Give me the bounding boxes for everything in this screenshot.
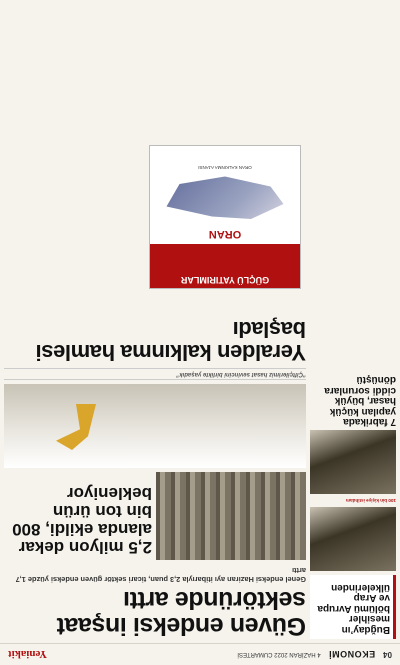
side-article-title: Buğday’ın mesihler bölümü Avrupa ve Arap ülkelerinden [317,582,390,635]
story-text-block [4,472,152,560]
ad-caption: ORAN KALKINMA AJANSI [198,165,252,170]
ad-headline: GÜÇLÜ YATIRIMLAR [150,244,300,288]
issue-date: 4 HAZİRAN 2022 CUMARTESİ [237,651,321,658]
side-article-title-2: 7 fabrikada yapılan küçük hasar, büyük ciddi sorunlara dönüştü [324,374,396,428]
story-subtitle: 2,5 milyon dekar alanda ekildi, 800 bin ton ürün bekleniyor [12,484,152,557]
side-column [310,4,396,639]
main-headline: Güven endeksi inşaat sektöründe arttı [56,586,306,640]
pull-quote: “Çiftçilerimiz hasat sevincini birlikte yaşadık” [4,368,306,380]
page-number: 04 [383,650,392,659]
story-block [4,472,306,560]
region-map [160,174,290,224]
main-deck: Genel endeksi Haziran ayı itibarıyla 2,3 puan, ticari sektör güven endeksi yüzde 1,7 arttı [15,566,306,584]
main-area [4,4,306,639]
ad-brand-logo: ORAN [208,228,242,240]
masthead [0,643,400,665]
harvester-shape [56,404,96,450]
side-photo [310,430,396,494]
feature-headline: Yeralden kalkınma hamlesi başladı [35,317,306,365]
side-subhead: 100 bin kişiye istihdam [345,498,396,504]
advertisement [149,145,301,289]
harvest-photo [4,384,306,468]
side-headline-box [310,576,396,640]
columnist-photo [310,508,396,572]
newspaper-logo: Yeniakit [8,648,48,661]
city-photo [156,472,306,560]
section-label: EKONOMİ [328,649,376,660]
